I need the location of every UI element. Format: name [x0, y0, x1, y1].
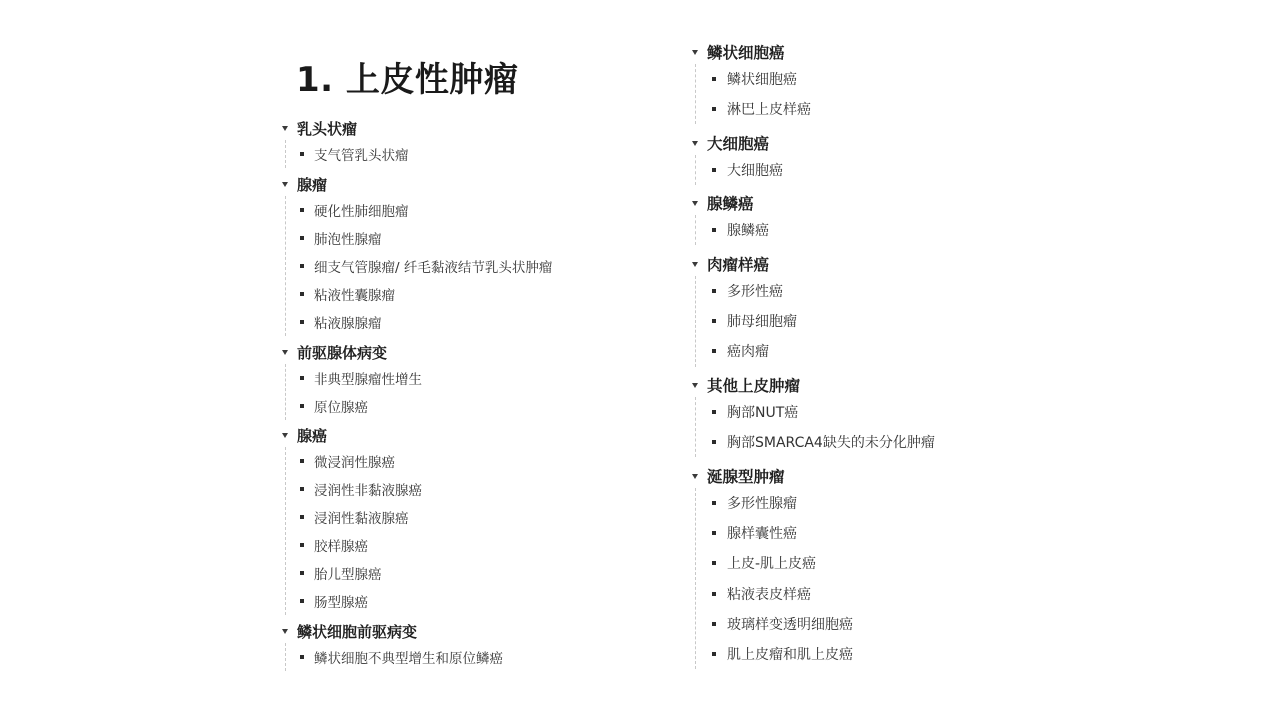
- square-bullet-icon: [300, 459, 304, 463]
- group-children: [695, 64, 811, 124]
- list-item: [696, 215, 769, 245]
- list-item-label: 微浸润性腺癌: [314, 455, 395, 471]
- square-bullet-icon: [712, 228, 716, 232]
- square-bullet-icon: [300, 404, 304, 408]
- square-bullet-icon: [300, 376, 304, 380]
- collapse-triangle-icon[interactable]: [692, 262, 698, 267]
- list-item-label: 肺泡性腺瘤: [314, 232, 382, 248]
- square-bullet-icon: [712, 107, 716, 111]
- outline-group: [280, 116, 409, 168]
- square-bullet-icon: [300, 599, 304, 603]
- list-item-label: 多形性癌: [727, 284, 783, 301]
- group-children: [285, 196, 552, 336]
- list-item-label: 肺母细胞瘤: [727, 314, 797, 331]
- collapse-triangle-icon[interactable]: [692, 141, 698, 146]
- square-bullet-icon: [300, 571, 304, 575]
- square-bullet-icon: [300, 152, 304, 156]
- collapse-triangle-icon[interactable]: [282, 126, 288, 131]
- list-item-label: 浸润性黏液腺癌: [314, 511, 409, 527]
- collapse-triangle-icon[interactable]: [282, 629, 288, 634]
- group-children: [285, 364, 422, 420]
- list-item-label: 肌上皮瘤和肌上皮癌: [727, 647, 853, 664]
- list-item: [696, 427, 935, 457]
- group-label: 鳞状细胞前驱病变: [297, 622, 418, 641]
- group-header[interactable]: [690, 252, 797, 276]
- list-item-label: 粘液表皮样癌: [727, 586, 811, 603]
- square-bullet-icon: [712, 501, 716, 505]
- group-label: 肉瘤样癌: [707, 256, 770, 274]
- group-header[interactable]: [690, 373, 935, 397]
- list-item: [286, 447, 422, 475]
- group-header[interactable]: [690, 131, 783, 155]
- list-item: [286, 531, 422, 559]
- square-bullet-icon: [712, 410, 716, 414]
- list-item: [286, 559, 422, 587]
- list-item: [286, 503, 422, 531]
- list-item: [696, 306, 797, 336]
- square-bullet-icon: [712, 349, 716, 353]
- outline-group: [690, 191, 769, 245]
- outline-group: [280, 423, 422, 615]
- outline-group: [690, 464, 853, 669]
- group-label: 涎腺型肿瘤: [707, 468, 785, 486]
- list-item-label: 硬化性肺细胞瘤: [314, 204, 409, 220]
- list-item: [696, 609, 853, 639]
- square-bullet-icon: [712, 652, 716, 656]
- group-label: 大细胞癌: [707, 135, 770, 153]
- outline-group: [280, 619, 503, 671]
- group-label: 前驱腺体病变: [297, 343, 388, 362]
- list-item-label: 上皮-肌上皮癌: [727, 556, 817, 573]
- list-item-label: 鳞状细胞癌: [727, 72, 797, 89]
- square-bullet-icon: [300, 655, 304, 659]
- list-item: [286, 364, 422, 392]
- group-header[interactable]: [280, 340, 422, 364]
- list-item-label: 支气管乳头状瘤: [314, 148, 409, 164]
- outline-group: [280, 172, 552, 336]
- list-item-label: 癌肉瘤: [727, 344, 769, 361]
- list-item-label: 玻璃样变透明细胞癌: [727, 616, 853, 633]
- list-item-label: 胸部SMARCA4缺失的未分化肿瘤: [727, 435, 935, 452]
- square-bullet-icon: [300, 543, 304, 547]
- group-children: [695, 276, 797, 367]
- square-bullet-icon: [300, 515, 304, 519]
- list-item: [696, 579, 853, 609]
- group-children: [695, 488, 853, 669]
- square-bullet-icon: [712, 77, 716, 81]
- group-header[interactable]: [280, 172, 552, 196]
- square-bullet-icon: [712, 561, 716, 565]
- collapse-triangle-icon[interactable]: [692, 201, 698, 206]
- outline-group: [690, 40, 811, 124]
- list-item: [286, 308, 552, 336]
- list-item-label: 粘液腺腺瘤: [314, 316, 382, 332]
- list-item-label: 胶样腺癌: [314, 539, 368, 555]
- square-bullet-icon: [712, 531, 716, 535]
- list-item: [286, 475, 422, 503]
- square-bullet-icon: [300, 264, 304, 268]
- list-item: [696, 488, 853, 518]
- group-label: 腺鳞癌: [707, 195, 754, 213]
- square-bullet-icon: [300, 236, 304, 240]
- group-children: [695, 215, 769, 245]
- list-item-label: 鳞状细胞不典型增生和原位鳞癌: [314, 651, 503, 667]
- group-children: [695, 155, 783, 185]
- list-item: [286, 252, 552, 280]
- list-item: [286, 224, 552, 252]
- list-item-label: 淋巴上皮样癌: [727, 102, 811, 119]
- square-bullet-icon: [712, 319, 716, 323]
- group-label: 腺癌: [297, 426, 328, 445]
- square-bullet-icon: [300, 292, 304, 296]
- list-item-label: 粘液性囊腺瘤: [314, 288, 395, 304]
- outline-group: [690, 252, 797, 367]
- group-label: 其他上皮肿瘤: [707, 377, 801, 395]
- outline-group: [280, 340, 422, 420]
- group-children: [285, 643, 503, 671]
- list-item: [286, 280, 552, 308]
- group-header[interactable]: [690, 464, 853, 488]
- square-bullet-icon: [712, 592, 716, 596]
- group-header[interactable]: [280, 423, 422, 447]
- list-item: [696, 336, 797, 366]
- list-item-label: 胸部NUT癌: [727, 405, 799, 422]
- square-bullet-icon: [300, 320, 304, 324]
- group-children: [285, 447, 422, 615]
- collapse-triangle-icon[interactable]: [692, 474, 698, 479]
- square-bullet-icon: [712, 440, 716, 444]
- group-children: [695, 397, 935, 457]
- list-item-label: 多形性腺瘤: [727, 496, 797, 513]
- group-header[interactable]: [280, 116, 409, 140]
- list-item: [696, 518, 853, 548]
- list-item: [696, 64, 811, 94]
- list-item: [696, 639, 853, 669]
- group-header[interactable]: [280, 619, 503, 643]
- group-label: 乳头状瘤: [297, 119, 358, 138]
- list-item: [286, 196, 552, 224]
- square-bullet-icon: [712, 168, 716, 172]
- square-bullet-icon: [712, 289, 716, 293]
- group-label: 腺瘤: [297, 175, 328, 194]
- collapse-triangle-icon[interactable]: [692, 50, 698, 55]
- group-header[interactable]: [690, 191, 769, 215]
- list-item-label: 腺鳞癌: [727, 223, 769, 240]
- square-bullet-icon: [300, 208, 304, 212]
- list-item: [286, 643, 503, 671]
- outline-group: [690, 131, 783, 185]
- square-bullet-icon: [712, 622, 716, 626]
- list-item: [696, 548, 853, 578]
- group-header[interactable]: [690, 40, 811, 64]
- outline-group: [690, 373, 935, 457]
- list-item: [286, 587, 422, 615]
- list-item-label: 浸润性非黏液腺癌: [314, 483, 422, 499]
- list-item-label: 大细胞癌: [727, 163, 783, 180]
- group-label: 鳞状细胞癌: [707, 44, 785, 62]
- list-item-label: 肠型腺癌: [314, 595, 368, 611]
- list-item: [696, 94, 811, 124]
- list-item: [696, 397, 935, 427]
- square-bullet-icon: [300, 487, 304, 491]
- list-item-label: 胎儿型腺癌: [314, 567, 382, 583]
- list-item-label: 原位腺癌: [314, 400, 368, 416]
- group-children: [285, 140, 409, 168]
- list-item-label: 非典型腺瘤性增生: [314, 372, 422, 388]
- list-item-label: 细支气管腺瘤/ 纤毛黏液结节乳头状肿瘤: [314, 260, 553, 276]
- collapse-triangle-icon[interactable]: [282, 182, 288, 187]
- collapse-triangle-icon[interactable]: [282, 350, 288, 355]
- list-item-label: 腺样囊性癌: [727, 526, 797, 543]
- list-item: [286, 392, 422, 420]
- collapse-triangle-icon[interactable]: [282, 433, 288, 438]
- list-item: [286, 140, 409, 168]
- page-title: 1. 上皮性肿瘤: [296, 60, 519, 100]
- list-item: [696, 155, 783, 185]
- collapse-triangle-icon[interactable]: [692, 383, 698, 388]
- list-item: [696, 276, 797, 306]
